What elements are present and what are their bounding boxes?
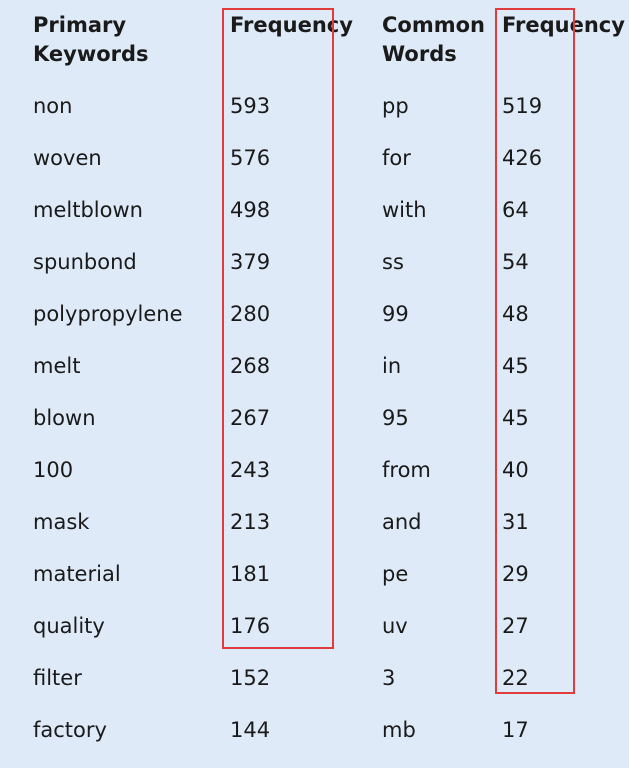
word-frequency-cell: 64 [502, 198, 529, 222]
keyword-cell: meltblown [33, 198, 143, 222]
keyword-frequency-cell: 268 [230, 354, 271, 378]
header-primary-keywords-line2: Keywords [33, 42, 149, 66]
keyword-cell: woven [33, 146, 102, 170]
keyword-frequency-cell: 379 [230, 250, 271, 274]
common-word-cell: uv [382, 614, 408, 638]
header-frequency-1 [230, 11, 353, 40]
common-word-cell: and [382, 510, 422, 534]
keyword-frequency-cell: 243 [230, 458, 271, 482]
keyword-cell: quality [33, 614, 105, 638]
keyword-frequency-cell: 181 [230, 562, 271, 586]
header-common-words-line1: Common [382, 13, 485, 37]
common-word-cell: ss [382, 250, 404, 274]
table-row [0, 352, 629, 404]
common-word-cell: in [382, 354, 402, 378]
table-row [0, 612, 629, 664]
table-row [0, 92, 629, 144]
common-word-cell: with [382, 198, 427, 222]
word-frequency-cell: 17 [502, 718, 529, 742]
keyword-frequency-cell: 593 [230, 94, 271, 118]
word-frequency-cell: 519 [502, 94, 543, 118]
keyword-cell: filter [33, 666, 82, 690]
table-row [0, 508, 629, 560]
keyword-frequency-cell: 213 [230, 510, 271, 534]
header-common-words [382, 11, 485, 69]
header-frequency-1-label: Frequency [230, 13, 353, 37]
header-primary-keywords-line1: Primary [33, 13, 127, 37]
table-row [0, 456, 629, 508]
common-word-cell: pe [382, 562, 409, 586]
common-word-cell: 99 [382, 302, 409, 326]
word-frequency-cell: 45 [502, 354, 529, 378]
word-frequency-cell: 31 [502, 510, 529, 534]
common-word-cell: 95 [382, 406, 409, 430]
word-frequency-cell: 29 [502, 562, 529, 586]
word-frequency-cell: 48 [502, 302, 529, 326]
keyword-cell: spunbond [33, 250, 137, 274]
keyword-frequency-cell: 267 [230, 406, 271, 430]
header-primary-keywords [33, 11, 149, 69]
common-word-cell: pp [382, 94, 409, 118]
word-frequency-cell: 27 [502, 614, 529, 638]
header-common-words-line2: Words [382, 42, 457, 66]
common-word-cell: 3 [382, 666, 396, 690]
word-frequency-cell: 54 [502, 250, 529, 274]
table-row [0, 664, 629, 716]
common-word-cell: for [382, 146, 411, 170]
keyword-frequency-cell: 152 [230, 666, 271, 690]
keyword-cell: 100 [33, 458, 74, 482]
table-row [0, 560, 629, 612]
keyword-frequency-cell: 498 [230, 198, 271, 222]
table-row [0, 716, 629, 768]
keyword-cell: material [33, 562, 121, 586]
keyword-cell: melt [33, 354, 81, 378]
keyword-frequency-cell: 280 [230, 302, 271, 326]
header-frequency-2 [502, 11, 625, 40]
keyword-frequency-cell: 144 [230, 718, 271, 742]
common-word-cell: mb [382, 718, 416, 742]
keyword-cell: blown [33, 406, 96, 430]
word-frequency-cell: 426 [502, 146, 543, 170]
word-frequency-cell: 40 [502, 458, 529, 482]
table-row [0, 196, 629, 248]
keyword-cell: non [33, 94, 73, 118]
keyword-cell: mask [33, 510, 90, 534]
table-row [0, 404, 629, 456]
table-row [0, 300, 629, 352]
keyword-frequency-cell: 176 [230, 614, 271, 638]
table-row [0, 144, 629, 196]
word-frequency-cell: 22 [502, 666, 529, 690]
keyword-cell: factory [33, 718, 107, 742]
common-word-cell: from [382, 458, 431, 482]
keyword-frequency-cell: 576 [230, 146, 271, 170]
header-frequency-2-label: Frequency [502, 13, 625, 37]
table-row [0, 248, 629, 300]
keyword-cell: polypropylene [33, 302, 183, 326]
word-frequency-cell: 45 [502, 406, 529, 430]
